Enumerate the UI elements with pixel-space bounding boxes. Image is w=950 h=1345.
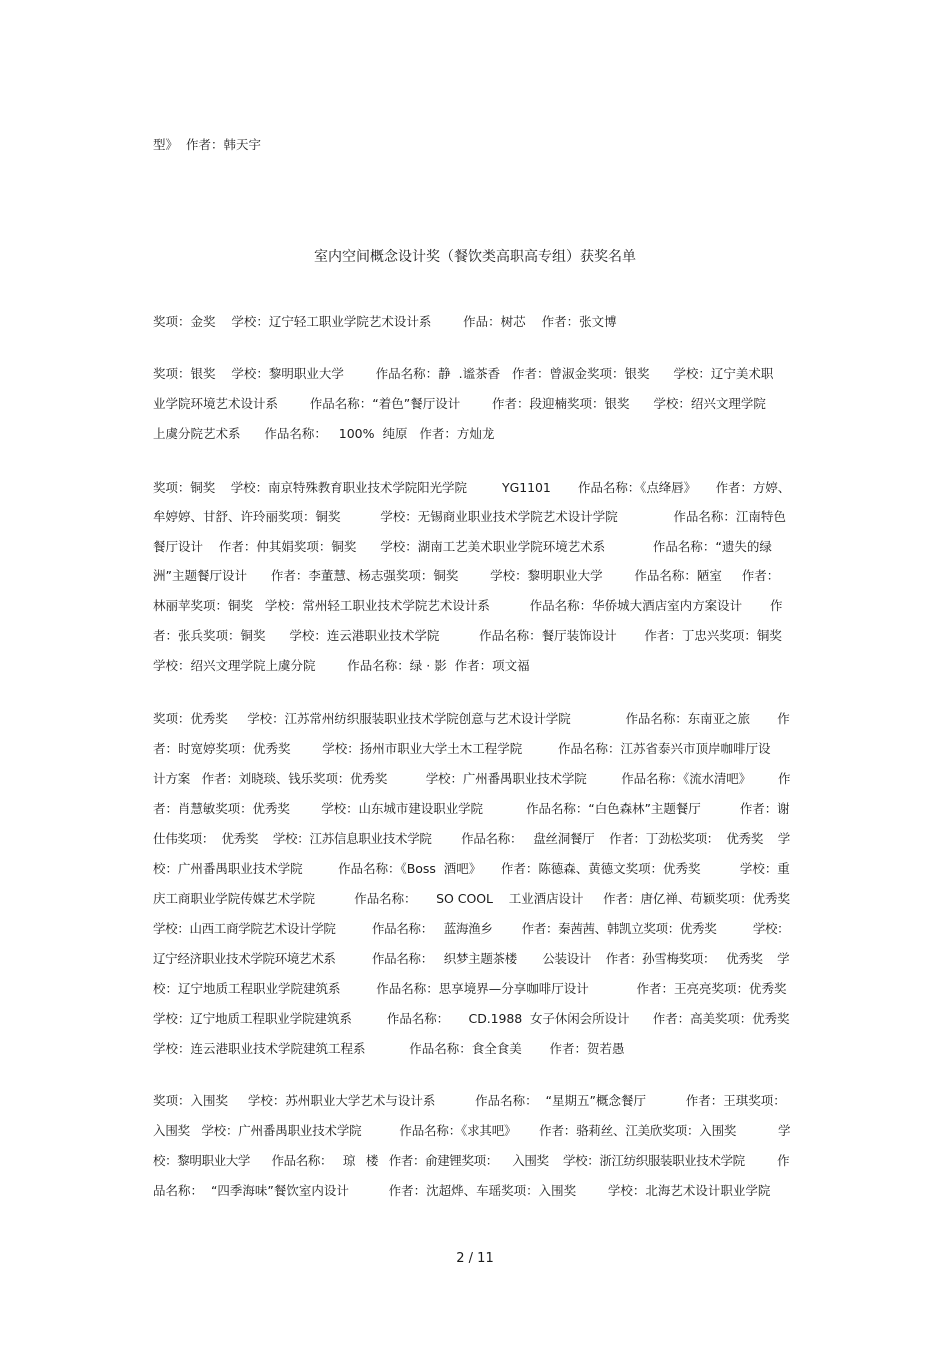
text-line: 品名称： “四季海味”餐饮室内设计 作者：沈超烨、车瑶奖项：入围奖 学校：北海艺术设计职业学院	[153, 1183, 771, 1198]
text-line: 牟婷婷、甘舒、许玲丽奖项：铜奖 学校：无锡商业职业技术学院艺术设计学院 作品名称：江南特色	[153, 509, 786, 524]
text-line: 仕伟奖项： 优秀奖 学校：江苏信息职业技术学院 作品名称： 盘丝洞餐厅 作者：丁劲松奖项： 优秀奖 学	[153, 831, 790, 846]
text-line: 学校：辽宁地质工程职业学院建筑系 作品名称： CD.1988 女子休闲会所设计 作者：高美奖项：优秀奖	[153, 1011, 790, 1026]
text-line: 者：张兵奖项：铜奖 学校：连云港职业技术学院 作品名称：餐厅装饰设计 作者：丁忠兴奖项：铜奖	[153, 628, 782, 643]
text-line: 奖项：入围奖 学校：苏州职业大学艺术与设计系 作品名称： “星期五”概念餐厅 作者：王琪奖项：	[153, 1093, 786, 1108]
text-line: 者：时宽婷奖项：优秀奖 学校：扬州市职业大学土木工程学院 作品名称：江苏省泰兴市顶岸咖啡厅设	[153, 741, 771, 756]
text-line: 洲”主题餐厅设计 作者：李董慧、杨志强奖项：铜奖 学校：黎明职业大学 作品名称：陋室 作者：	[153, 568, 780, 583]
text-line: 者：肖慧敏奖项：优秀奖 学校：山东城市建设职业学院 作品名称：“白色森林”主题餐厅 作者：谢	[153, 801, 790, 816]
text-line: 餐厅设计 作者：仲其娟奖项：铜奖 学校：湖南工艺美术职业学院环境艺术系 作品名称：“遗失的绿	[153, 539, 772, 554]
text-line: 林丽苹奖项：铜奖 学校：常州轻工职业技术学院艺术设计系 作品名称：华侨城大酒店室内方案设计 作	[153, 598, 783, 613]
text-line: 奖项：金奖 学校：辽宁轻工职业学院艺术设计系 作品：树芯 作者：张文博	[153, 314, 617, 329]
continuation-line: 型》 作者：韩天宇	[153, 137, 261, 152]
text-line: 业学院环境艺术设计系 作品名称：“着色”餐厅设计 作者：段迎楠奖项：银奖 学校：绍兴文理学院	[153, 396, 766, 411]
text-line: 奖项：铜奖 学校：南京特殊教育职业技术学院阳光学院 YG1101 作品名称：《点绛唇》 作者：方婷、	[153, 480, 791, 495]
text-line: 学校：连云港职业技术学院建筑工程系 作品名称：食全食美 作者：贺若愚	[153, 1041, 625, 1056]
text-line: 辽宁经济职业技术学院环境艺术系 作品名称： 织梦主题茶楼 公装设计 作者：孙雪梅奖项： 优秀奖 学	[153, 951, 790, 966]
text-line: 学校：山西工商学院艺术设计学院 作品名称： 蓝海渔乡 作者：秦茜茜、韩凯立奖项：优秀奖 学校：	[153, 921, 790, 936]
text-line: 校：辽宁地质工程职业学院建筑系 作品名称：思享境界—分享咖啡厅设计 作者：王亮亮奖项：优秀奖	[153, 981, 787, 996]
text-line: 奖项：银奖 学校：黎明职业大学 作品名称：静 .谧茶香 作者：曾淑金奖项：银奖 学校：辽宁美术职	[153, 366, 774, 381]
text-line: 上虞分院艺术系 作品名称： 100% 纯原 作者：方灿龙	[153, 426, 495, 441]
text-line: 校：广州番禺职业技术学院 作品名称：《Boss 酒吧》 作者：陈德森、黄德文奖项：优秀奖 学校：重	[153, 861, 790, 876]
page-number: 2 / 11	[456, 1251, 494, 1266]
text-line: 庆工商职业学院传媒艺术学院 作品名称： SO COOL 工业酒店设计 作者：唐亿禅、苟颖奖项：优秀奖	[153, 891, 790, 906]
text-line: 计方案 作者：刘晓琰、钱乐奖项：优秀奖 学校：广州番禺职业技术学院 作品名称：《流水清吧》 作	[153, 771, 791, 786]
text-line: 校：黎明职业大学 作品名称： 琼 楼 作者：俞建锂奖项： 入围奖 学校：浙江纺织服装职业技术学院 作	[153, 1153, 790, 1168]
section-title: 室内空间概念设计奖（餐饮类高职高专组）获奖名单	[314, 249, 636, 265]
text-line: 奖项：优秀奖 学校：江苏常州纺织服装职业技术学院创意与艺术设计学院 作品名称：东南亚之旅 作	[153, 711, 790, 726]
text-line: 学校：绍兴文理学院上虞分院 作品名称：绿 · 影 作者：项文福	[153, 658, 530, 673]
text-line: 入围奖 学校：广州番禺职业技术学院 作品名称：《求其吧》 作者：骆莉丝、江美欣奖项：入围奖 学	[153, 1123, 791, 1138]
